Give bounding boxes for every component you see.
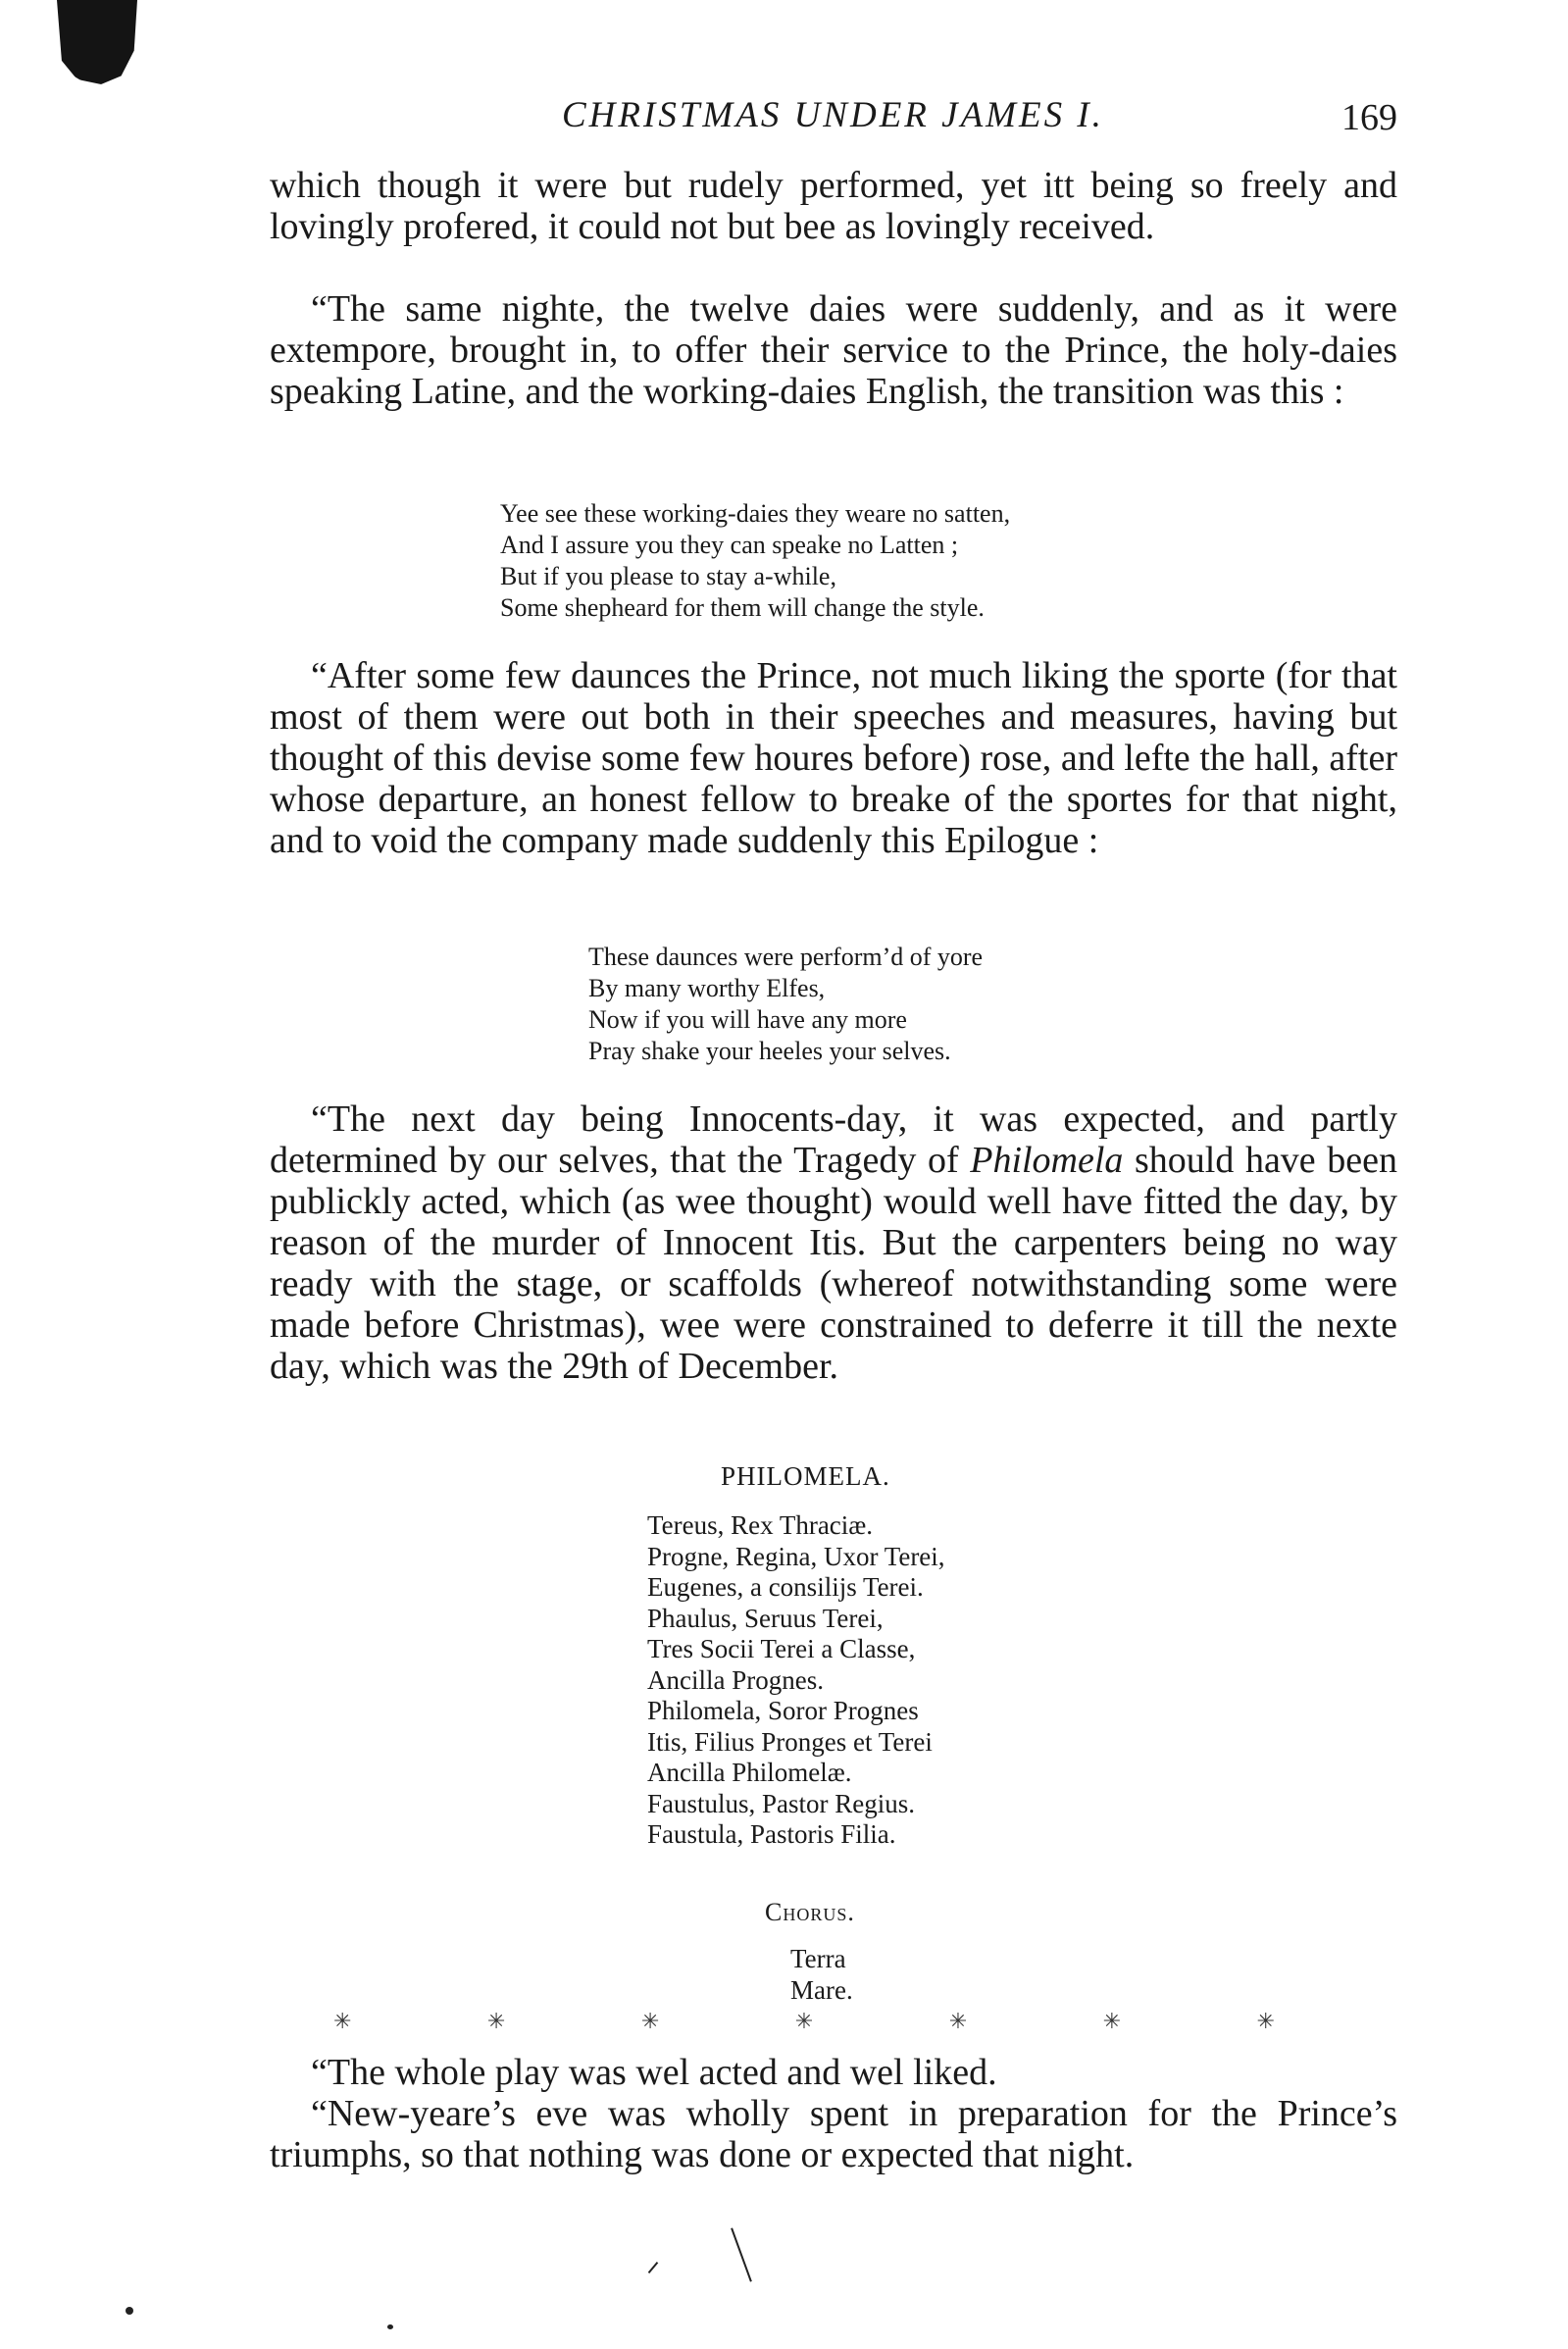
chorus-list [790,1944,853,2006]
scan-stroke [731,2227,752,2281]
verse-line: And I assure you they can speake no Latten ; [500,531,959,559]
page-header [270,94,1397,153]
scan-dot [126,2307,133,2315]
star-ornament: ✳ [486,2009,506,2033]
cast-role: Faustulus, Pastor Regius. [647,1788,916,1818]
chorus-member: Mare. [790,1974,853,2005]
section-break-stars [333,2009,1275,2034]
verse-line: But if you please to stay a-while, [500,562,836,590]
star-ornament: ✳ [948,2009,968,2033]
scan-speck [648,2262,659,2273]
cast-heading: PHILOMELA. [721,1461,890,1491]
cast-list [647,1510,945,1851]
cast-role: Progne, Regina, Uxor Terei, [647,1541,945,1571]
paragraph-innocents-day-end: should have been publickly acted, which (as wee thought) would well have fitted the day, by reason of the murder of Innocent Itis. But the carpenters being no way ready with the stage, or scaffolds (whereof notwithstanding some were made before Christmas), wee were constrained to deferre it till the nexte day, which was the 29th of December. [270,1140,1397,1387]
verse-line: Yee see these working-daies they weare no satten, [500,499,1011,528]
cast-role: Tereus, Rex Thraciæ. [647,1510,874,1540]
paragraph-innocents-day-start: “The next day being Innocents-day, it was expected, and partly determined by our selves, that the Tragedy of [270,1098,1397,1181]
play-title-philomela: Philomela [970,1140,1124,1181]
paragraph-whole-play: “The whole play was wel acted and wel liked. [311,2052,997,2093]
cast-role: Ancilla Philomelæ. [647,1758,852,1787]
verse-epilogue [588,942,983,1067]
page-number: 169 [1341,97,1397,138]
cast-role: Philomela, Soror Prognes [647,1696,919,1725]
verse-line: Now if you will have any more [588,1005,907,1034]
cast-role: Faustula, Pastoris Filia. [647,1819,896,1849]
paragraph-received: which though it were but rudely performed, yet itt being so freely and lovingly profered, it could not but bee as lovingly received. [270,165,1397,247]
cast-role: Ancilla Prognes. [647,1664,824,1695]
running-head: CHRISTMAS UNDER JAMES I. [562,95,1104,135]
paragraph-new-yeares-eve: “New-yeare’s eve was wholly spent in preparation for the Prince’s triumphs, so that nothing was done or expected that night. [270,2093,1397,2175]
verse-line: Some shepheard for them will change the style. [500,593,985,622]
star-ornament: ✳ [794,2009,814,2033]
star-ornament: ✳ [333,2009,352,2033]
verse-line: These daunces were perform’d of yore [588,943,984,971]
cast-role: Eugenes, a consilijs Terei. [647,1572,924,1602]
star-ornament: ✳ [1256,2009,1275,2033]
chorus-member: Terra [790,1944,846,1973]
scan-corner-blot [57,0,137,84]
paragraph-after-daunces: “After some few daunces the Prince, not much liking the sporte (for that most of them were out both in their speeches and measures, having but thought of this devise some few houres before) rose, and lefte the hall, after whose departure, an honest fellow to breake of the sportes for that night, and to void the company made suddenly this Epilogue : [270,655,1397,861]
verse-line: Pray shake your heeles your selves. [588,1037,951,1065]
verse-working-daies [500,498,1010,624]
cast-role: Itis, Filius Pronges et Terei [647,1726,933,1757]
verse-line: By many worthy Elfes, [588,974,826,1002]
cast-role: Tres Socii Terei a Classe, [647,1634,916,1663]
paragraph-innocents-day [270,1098,1397,1387]
paragraph-twelve-daies: “The same nighte, the twelve daies were suddenly, and as it were extempore, brought in, to offer their service to the Prince, the holy-daies speaking Latine, and the working-daies English, the transition was this : [270,288,1397,412]
scan-dot [387,2324,393,2329]
chorus-heading: Chorus. [765,1898,855,1926]
star-ornament: ✳ [640,2009,660,2033]
star-ornament: ✳ [1102,2009,1122,2033]
cast-role: Phaulus, Seruus Terei, [647,1603,884,1633]
